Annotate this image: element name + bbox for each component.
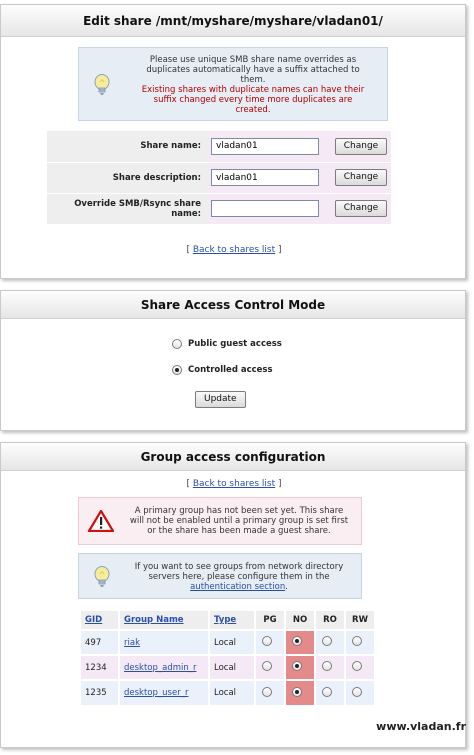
warning-icon xyxy=(88,510,114,532)
warning-line: or the share has been made a guest share. xyxy=(147,526,331,536)
no-radio[interactable] xyxy=(292,636,302,646)
info-line: servers here, please configure them in the xyxy=(148,572,330,582)
share-description-input[interactable] xyxy=(211,169,319,186)
group-name-link[interactable]: desktop_user_r xyxy=(124,688,189,698)
gid-cell: 1234 xyxy=(81,655,119,680)
gid-cell: 497 xyxy=(81,630,119,655)
watermark: www.vladan.fr xyxy=(376,720,466,733)
change-override-name-button[interactable]: Change xyxy=(335,200,387,217)
controlled-access-radio[interactable] xyxy=(172,365,182,375)
back-to-shares-link[interactable]: Back to shares list xyxy=(192,245,276,255)
rw-radio[interactable] xyxy=(352,687,362,697)
group-access-table xyxy=(81,611,376,705)
back-to-shares-1: [ Back to shares list ] xyxy=(186,245,282,255)
public-guest-radio[interactable] xyxy=(172,339,182,349)
controlled-access-option[interactable] xyxy=(172,365,273,375)
edit-share-panel xyxy=(0,4,466,279)
ro-radio[interactable] xyxy=(322,687,332,697)
rw-radio[interactable] xyxy=(352,636,362,646)
share-description-label: Share description: xyxy=(47,162,207,193)
ro-radio[interactable] xyxy=(322,636,332,646)
pg-radio[interactable] xyxy=(262,636,272,646)
type-cell: Local xyxy=(209,655,255,680)
info-warning-line: created. xyxy=(235,105,271,115)
warning-line: A primary group has not been set yet. This share xyxy=(134,506,344,516)
pg-radio[interactable] xyxy=(262,687,272,697)
info-line: Please use unique SMB share name overrides as xyxy=(149,55,357,65)
public-guest-label: Public guest access xyxy=(188,339,282,349)
column-header-ro: RO xyxy=(315,611,345,630)
group-access-panel xyxy=(0,442,466,748)
authentication-section-link[interactable]: authentication section xyxy=(190,582,286,592)
override-name-row xyxy=(47,193,391,224)
no-radio[interactable] xyxy=(292,687,302,697)
public-guest-option[interactable] xyxy=(172,339,282,349)
access-mode-title: Share Access Control Mode xyxy=(1,291,465,319)
column-header-gid[interactable]: GID xyxy=(81,611,119,630)
info-line: If you want to see groups from network directory xyxy=(134,562,344,572)
directory-groups-info-box: If you want to see groups from network directory servers here, please configure them in the authentication section. xyxy=(78,553,362,599)
group-name-link[interactable]: desktop_admin_r xyxy=(124,662,197,673)
info-line: duplicates automatically have a suffix attached to xyxy=(146,65,360,75)
lightbulb-icon xyxy=(93,565,111,589)
no-radio[interactable] xyxy=(292,661,302,671)
change-share-name-button[interactable]: Change xyxy=(335,138,387,155)
table-header-row xyxy=(81,611,375,630)
table-row xyxy=(81,630,375,655)
back-to-shares-2: [ Back to shares list ] xyxy=(186,479,282,489)
type-cell: Local xyxy=(209,630,255,655)
access-mode-panel xyxy=(0,290,466,431)
column-header-rw: RW xyxy=(345,611,375,630)
back-to-shares-link[interactable]: Back to shares list xyxy=(192,479,276,489)
share-settings-form xyxy=(47,131,391,225)
ro-radio[interactable] xyxy=(322,661,332,671)
share-name-row xyxy=(47,131,391,162)
column-header-group-name[interactable]: Group Name xyxy=(119,611,209,630)
info-warning-line: suffix changed every time more duplicates are xyxy=(153,95,353,105)
info-warning-line: Existing shares with duplicate names can have their xyxy=(141,85,365,95)
group-access-title: Group access configuration xyxy=(1,443,465,471)
gid-cell: 1235 xyxy=(81,680,119,705)
override-name-input[interactable] xyxy=(211,200,319,217)
column-header-pg: PG xyxy=(255,611,285,630)
share-description-row xyxy=(47,162,391,193)
primary-group-warning xyxy=(78,497,362,545)
table-row xyxy=(81,680,375,705)
edit-share-title: Edit share /mnt/myshare/myshare/vladan01/ xyxy=(1,5,465,37)
share-name-label: Share name: xyxy=(47,131,207,162)
rw-radio[interactable] xyxy=(352,661,362,671)
update-button[interactable]: Update xyxy=(195,391,246,408)
change-share-description-button[interactable]: Change xyxy=(335,169,387,186)
column-header-type[interactable]: Type xyxy=(209,611,255,630)
column-header-no: NO xyxy=(285,611,315,630)
share-name-input[interactable] xyxy=(211,138,319,155)
lightbulb-icon xyxy=(93,73,111,97)
warning-line: will not be enabled until a primary group is set first xyxy=(129,516,349,526)
controlled-access-label: Controlled access xyxy=(188,365,273,375)
pg-radio[interactable] xyxy=(262,661,272,671)
info-line: them. xyxy=(240,75,266,85)
table-row xyxy=(81,655,375,680)
group-name-link[interactable]: riak xyxy=(124,637,140,648)
type-cell: Local xyxy=(209,680,255,705)
smb-name-info-box xyxy=(78,47,388,121)
override-name-label: Override SMB/Rsync share name: xyxy=(47,193,207,224)
